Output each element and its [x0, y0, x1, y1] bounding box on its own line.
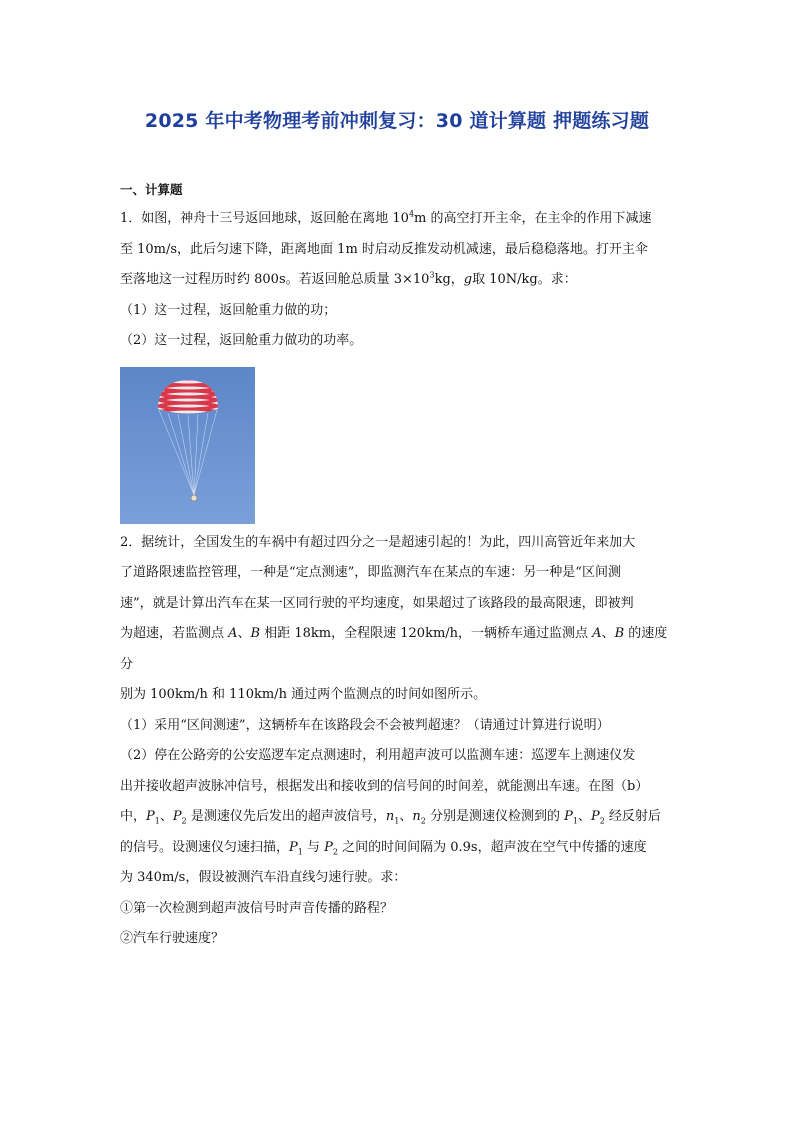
q2-sub-2-question-1: ①第一次检测到超声波信号时声音传播的路程？: [120, 900, 394, 916]
q1-line-1: 1．如图，神舟十三号返回地球，返回舱在离地 $10^4m$ 的高空打开主伞，在主伞的作用下减速: [120, 209, 652, 226]
q2-sub-2-line-5: 为 340m/s，假设被测汽车沿直线匀速行驶。求：: [120, 870, 407, 885]
q2-sub-2-question-2: ②汽车行驶速度？: [120, 931, 225, 946]
page-content: [120, 180, 676, 955]
section-heading: 一、计算题: [120, 182, 183, 197]
q1-line-2: 至 10m/s，此后匀速下降，距离地面 1m 时启动反推发动机减速，最后稳稳落地。打开主伞: [120, 241, 648, 257]
q2-sub-1: （1）采用“区间测速”，这辆桥车在该路段会不会被判超速？（请通过计算进行说明）: [120, 717, 610, 733]
q1-sub-2: （2）这一过程，返回舱重力做功的功率。: [120, 333, 363, 348]
parachute-illustration: [120, 367, 255, 524]
q2-sub-2-line-2: 出并接收超声波脉冲信号，根据发出和接收到的信号间的时间差，就能测出车速。在图（b）: [120, 778, 649, 794]
q2-sub-2-line-3: 中，$P_1$、$P_2$ 是测速仪先后发出的超声波信号，$n_1$、$n_2$ 分别是测速仪检测到的 $P_1$、$P_2$ 经反射后: [120, 809, 661, 826]
q2-line-1: 2．据统计，全国发生的车祸中有超过四分之一是超速引起的！为此，四川高管近年来加大: [120, 534, 636, 550]
q2-line-4: 为超速，若监测点 A、B 相距 18km，全程限速 120km/h，一辆桥车通过监测点 A、B 的速度分: [120, 626, 668, 672]
page-title: 2025 年中考物理考前冲刺复习：30 道计算题 押题练习题: [144, 110, 650, 132]
q1-sub-1: （1）这一过程，返回舱重力做的功；: [120, 302, 337, 318]
q2-line-3: 速”，就是计算出汽车在某一区同行驶的平均速度，如果超过了该路段的最高限速，即被判: [120, 595, 634, 611]
q2-sub-2-line-4: 的信号。设测速仪匀速扫描，$P_1$ 与 $P_2$ 之间的时间间隔为 0.9s，超声波在空气中传播的速度: [120, 839, 647, 857]
return-capsule: [191, 495, 197, 501]
q2-sub-2-line-1: （2）停在公路旁的公安巡逻车定点测速时，利用超声波可以监测车速：巡逻车上测速仪发: [120, 748, 636, 763]
parachute-photo: [120, 367, 255, 524]
q1-line-3: 至落地这一过程历时约 800s。若返回舱总质量 $3\times 10^3kg$，g取 10N/kg。求：: [120, 270, 577, 287]
q2-line-2: 了道路限速监控管理，一种是“定点测速”，即监测汽车在某点的车速：另一种是“区间测: [120, 565, 621, 580]
q2-line-5: 别为 100km/h 和 110km/h 通过两个监测点的时间如图所示。: [120, 687, 487, 702]
